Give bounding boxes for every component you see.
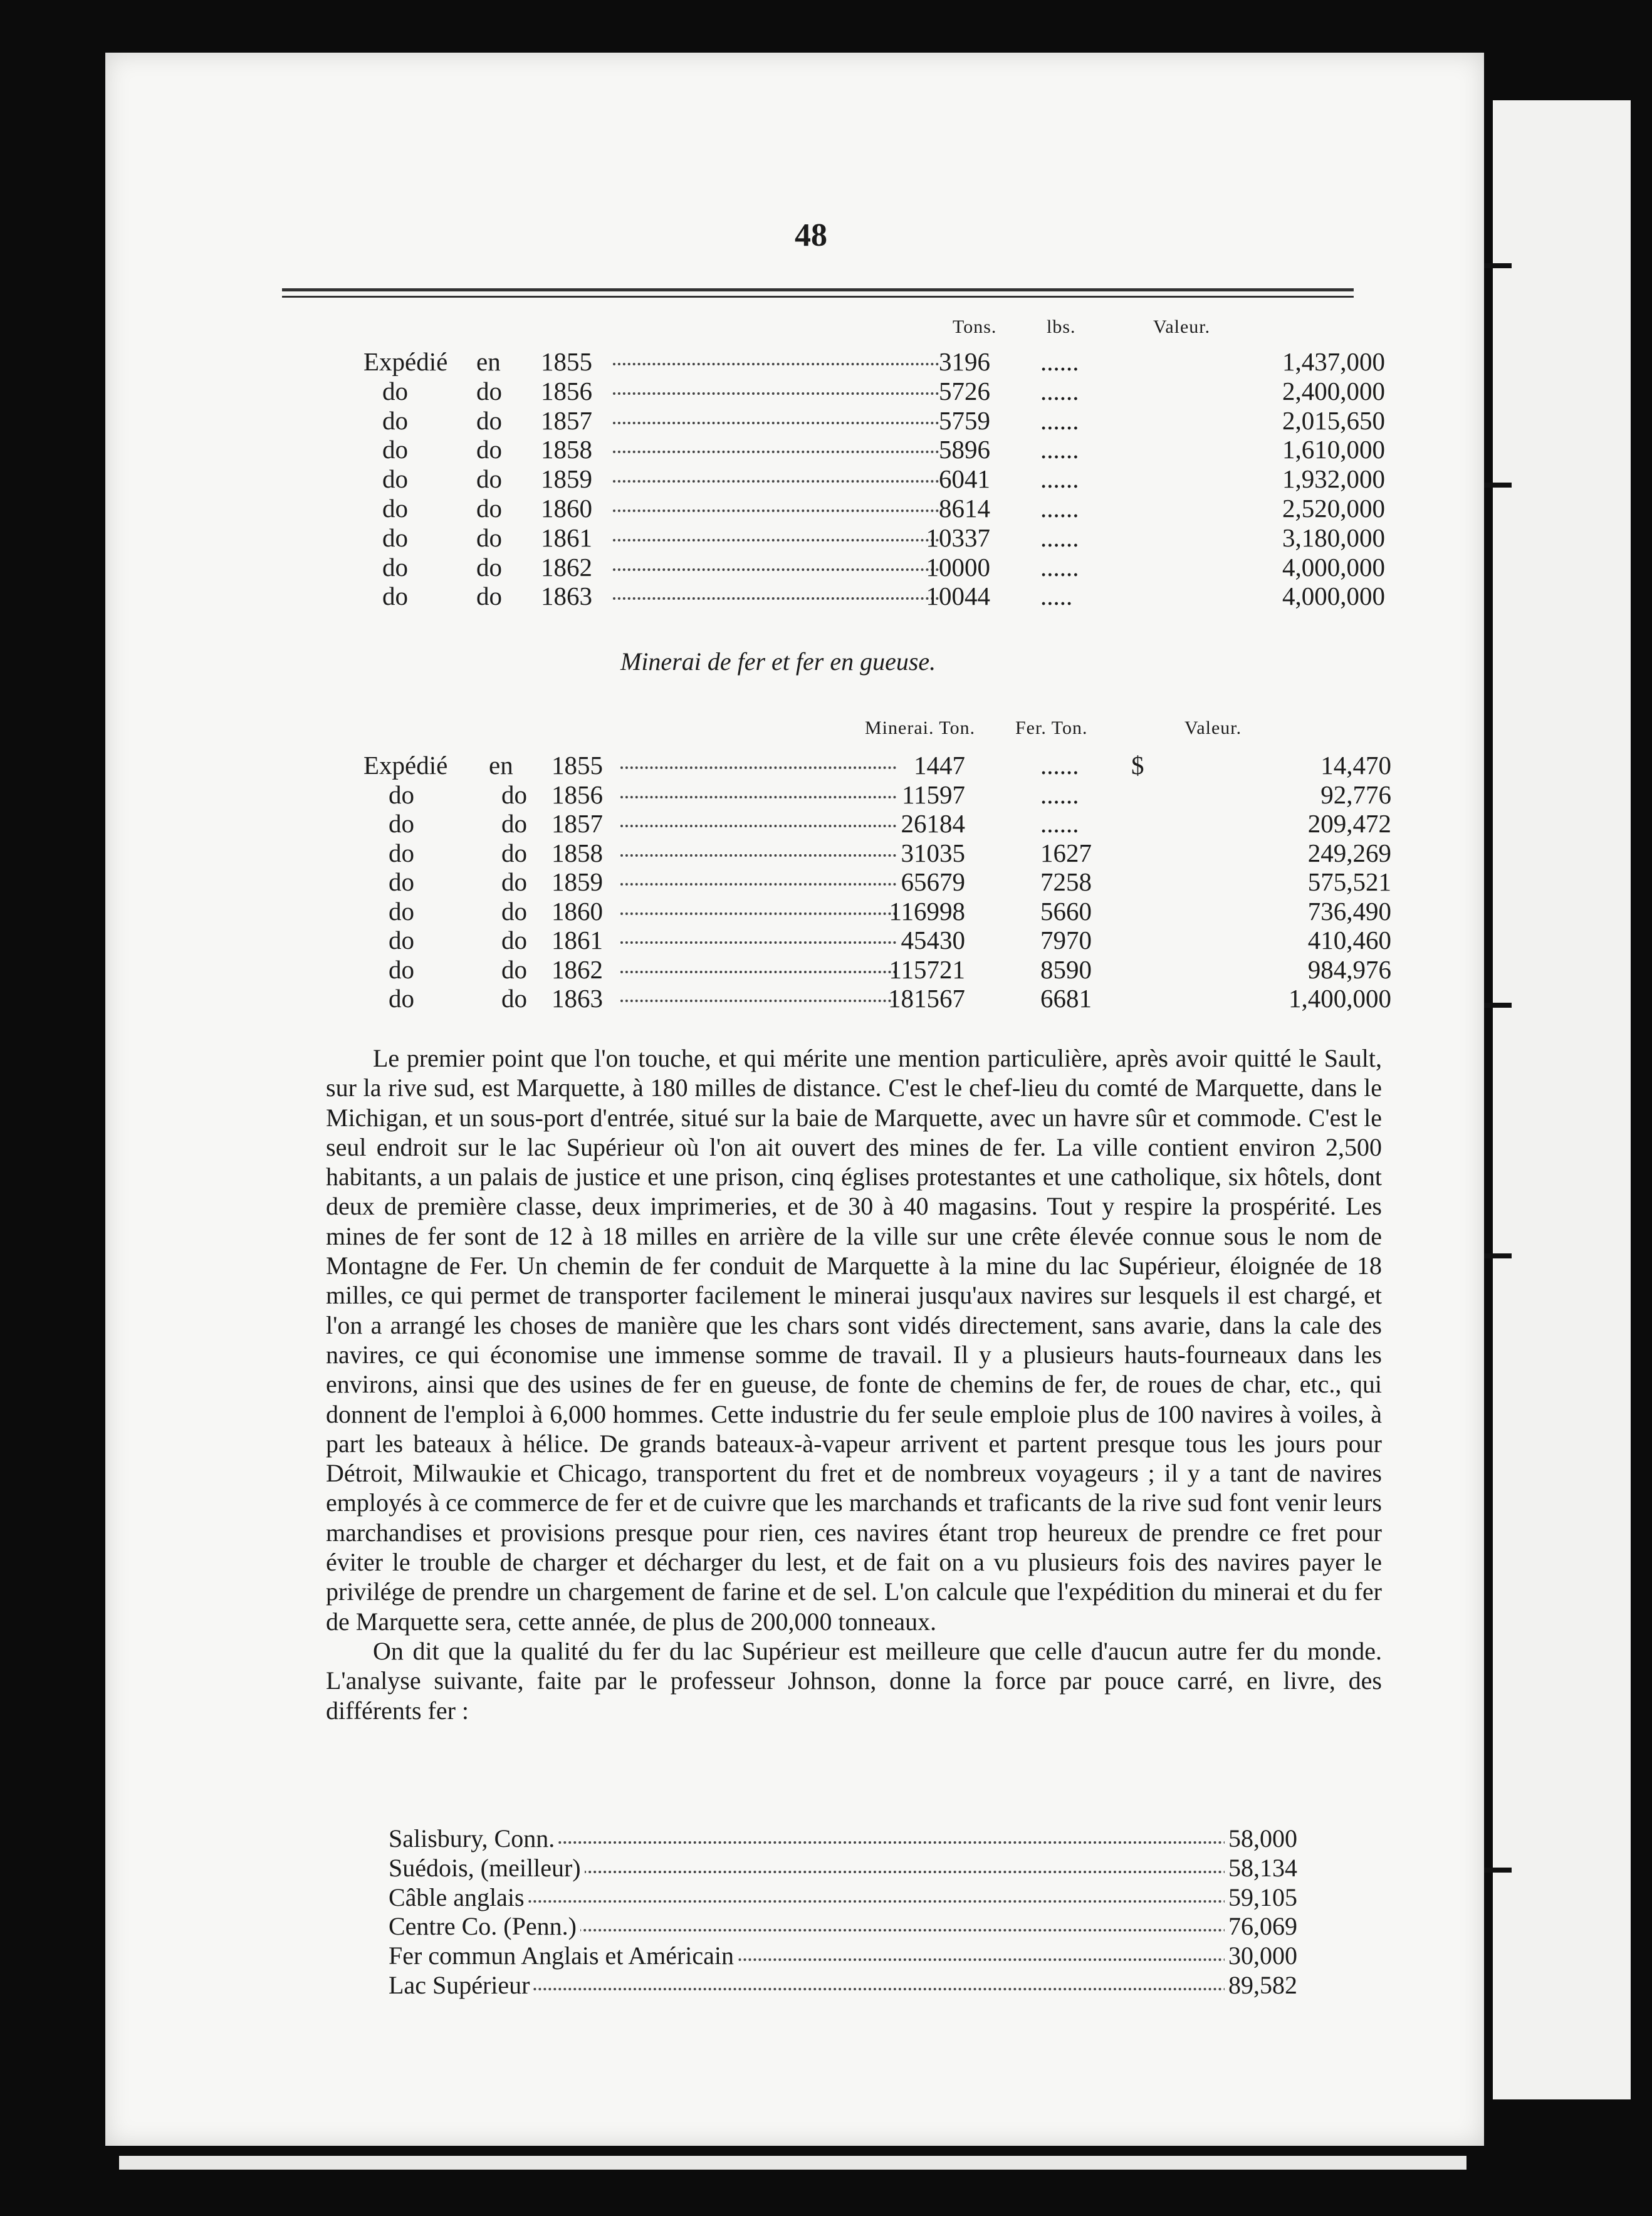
row-label: do [382,376,408,405]
tons-cell: 5896 [939,435,990,464]
value-cell: 2,400,000 [1282,376,1385,405]
strength-value: 89,582 [1225,1970,1297,2000]
row-label: do [389,780,414,809]
row-preposition: do [501,984,527,1013]
row-preposition: do [501,780,527,809]
strength-value: 30,000 [1225,1941,1297,1970]
row-year: 1857 [541,405,592,435]
table-row [363,838,1391,867]
row-year: 1857 [552,809,603,838]
row-label: do [389,954,414,984]
row-preposition: en [489,751,513,780]
row-preposition: do [476,464,502,494]
value-cell: 984,976 [1307,954,1391,984]
table-row [363,780,1391,809]
value-cell: 3,180,000 [1282,523,1385,552]
value-cell: 4,000,000 [1282,552,1385,582]
row-label: do [389,867,414,896]
row-label: do [382,464,408,494]
body-text [326,1043,1382,1725]
tons-cell: 8614 [939,494,990,523]
column-header-tons: Tons. [953,316,997,337]
tons-cell: 3196 [939,347,990,376]
ore-cell: 65679 [901,867,965,896]
dot-leader [613,363,939,365]
iron-type-label: Centre Co. (Penn.) [389,1911,580,1941]
dot-leader [620,941,896,944]
row-preposition: do [501,838,527,867]
row-year: 1859 [541,464,592,494]
lbs-cell: ...... [1040,347,1079,376]
list-item [389,1824,1297,1853]
list-item [389,1970,1297,1999]
tons-cell: 6041 [939,464,990,494]
row-label: do [382,552,408,582]
row-year: 1862 [552,954,603,984]
row-label: do [382,523,408,552]
dot-leader [613,451,939,453]
row-preposition: do [476,405,502,435]
dot-leader [613,597,939,600]
dot-leader [620,766,896,769]
ore-cell: 116998 [889,896,965,926]
row-year: 1860 [541,494,592,523]
table-row [363,376,1385,405]
row-year: 1861 [552,926,603,954]
dot-leader [613,568,939,571]
iron-cell: 5660 [1040,896,1092,926]
row-year: 1862 [541,552,592,582]
tons-cell: 5726 [939,376,990,405]
row-year: 1858 [541,435,592,464]
row-preposition: en [476,347,501,376]
row-year: 1855 [552,751,603,780]
section-heading: Minerai de fer et fer en gueuse. [620,647,936,676]
value-cell: 736,490 [1307,896,1391,926]
iron-type-label: Lac Supérieur [389,1970,533,2000]
next-page-edge [1493,100,1631,2099]
dot-leader [620,971,896,973]
iron-cell: ...... [1040,751,1079,780]
iron-cell: ...... [1040,809,1079,838]
row-preposition: do [476,376,502,405]
ore-cell: 26184 [901,809,965,838]
ore-cell: 1447 [914,751,965,780]
iron-type-label: Suédois, (meilleur) [389,1853,585,1883]
table-row [363,552,1385,582]
column-header-ore: Minerai. Ton. [865,718,976,738]
lbs-cell: ...... [1040,464,1079,494]
lbs-cell: ...... [1040,552,1079,582]
row-year: 1861 [541,523,592,552]
column-header-value: Valeur. [1184,718,1242,738]
page-number: 48 [795,217,827,253]
iron-cell: 6681 [1040,984,1092,1013]
iron-cell: 7970 [1040,926,1092,954]
table-row [363,523,1385,552]
value-cell: 575,521 [1307,867,1391,896]
row-year: 1855 [541,347,592,376]
value-cell: 410,460 [1307,926,1391,954]
strength-value: 59,105 [1225,1883,1297,1912]
table-row [363,581,1385,611]
value-cell: 92,776 [1320,780,1391,809]
row-label: do [389,809,414,838]
value-cell: 209,472 [1307,809,1391,838]
value-cell: 2,015,650 [1282,405,1385,435]
row-label: Expédié [363,347,448,376]
row-label: do [389,896,414,926]
strength-value: 58,000 [1225,1824,1297,1853]
ore-cell: 181567 [888,984,965,1013]
ore-cell: 115721 [889,954,965,984]
dot-leader [620,825,896,827]
strength-value: 58,134 [1225,1853,1297,1883]
table-row [363,983,1391,1013]
table-row [363,867,1391,896]
row-year: 1860 [552,896,603,926]
dot-leader [613,392,939,395]
value-cell: 4,000,000 [1282,582,1385,611]
lbs-cell: ...... [1040,405,1079,435]
table-row [363,405,1385,435]
lbs-cell: ...... [1040,435,1079,464]
lbs-cell: ...... [1040,494,1079,523]
row-preposition: do [501,809,527,838]
value-cell: 249,269 [1307,838,1391,867]
table-row [363,434,1385,464]
iron-type-label: Salisbury, Conn. [389,1824,558,1853]
iron-cell: ...... [1040,780,1079,809]
row-preposition: do [501,954,527,984]
row-year: 1863 [541,582,592,611]
lbs-cell: ..... [1040,582,1073,611]
strength-value: 76,069 [1225,1911,1297,1941]
table-row [363,750,1391,780]
header-rule [282,296,1354,298]
paragraph: On dit que la qualité du fer du lac Supérieur est meilleure que celle d'aucun autre fer du monde. L'analyse suivante, faite par le professeur Johnson, donne la force par pouce carré, en livre, des différents fer : [326,1636,1382,1725]
dot-leader [620,854,896,857]
ore-cell: 45430 [901,926,965,954]
row-preposition: do [501,926,527,954]
table-row [363,954,1391,984]
value-cell: 14,470 [1320,751,1391,780]
dot-leader [620,912,896,915]
list-item [389,1883,1297,1911]
row-preposition: do [476,582,502,611]
list-item [389,1941,1297,1970]
tons-cell: 10044 [926,582,990,611]
page-bottom-edge [119,2156,1466,2170]
column-header-lbs: lbs. [1047,316,1076,337]
row-year: 1856 [552,780,603,809]
row-label: do [389,838,414,867]
ore-cell: 31035 [901,838,965,867]
row-label: do [382,435,408,464]
row-preposition: do [501,896,527,926]
column-header-iron: Fer. Ton. [1015,718,1088,738]
value-cell: 1,437,000 [1282,347,1385,376]
table-row [363,808,1391,838]
iron-cell: 7258 [1040,867,1092,896]
column-header-value: Valeur. [1153,316,1211,337]
currency-symbol: $ [1131,751,1144,780]
lbs-cell: ...... [1040,376,1079,405]
row-label: do [389,984,414,1013]
row-preposition: do [476,552,502,582]
table-row [363,925,1391,954]
row-label: do [382,582,408,611]
row-preposition: do [476,523,502,552]
row-preposition: do [476,435,502,464]
tons-cell: 10337 [926,523,990,552]
table-row [363,464,1385,494]
row-year: 1863 [552,984,603,1013]
list-item [389,1911,1297,1940]
dot-leader [613,480,939,483]
dot-leader [613,510,939,512]
iron-cell: 1627 [1040,838,1092,867]
dot-leader [620,883,896,886]
paragraph: Le premier point que l'on touche, et qui mérite une mention particulière, après avoir quitté le Sault, sur la rive sud, est Marquette, à 180 milles de distance. C'est le chef-lieu du comté de Marquette, dans le Michigan, et un sous-port d'entrée, situé sur la baie de Marquette, avec un havre sûr et commode. C'est le seul endroit sur le lac Supérieur où l'on ait ouvert des mines de fer. La ville contient environ 2,500 habitants, a un palais de justice et une prison, cinq églises protestantes et une catholique, six hôtels, dont deux de première classe, deux imprimeries, et de 30 à 40 magasins. Tout y respire la prospérité. Les mines de fer sont de 12 à 18 milles en arrière de la ville sur une crête élevée connue sous le nom de Montagne de Fer. Un chemin de fer conduit de Marquette à la mine du lac Supérieur, éloignée de 18 milles, ce qui permet de transporter facilement le minerai jusqu'aux navires sur lesquels il est chargé, et l'on a arrangé les choses de manière que les chars sont vidés directement, sans avarie, dans la cale des navires, ce qui économise une immense somme de travail. Il y a plusieurs hauts-fourneaux dans les environs, ainsi que des usines de fer en gueuse, de fonte de chemins de fer, de roues de char, etc., qui donnent de l'emploi à 6,000 hommes. Cette industrie du fer seule emploie plus de 100 navires à voiles, à part les bateaux à hélice. De grands bateaux-à-vapeur arrivent et partent presque tous les jours pour Détroit, Milwaukie et Chicago, transportent du fret et de nombreux voyageurs ; il y a tant de navires employés à ce commerce de fer et de cuivre que les marchands et traficants de la rive sud font venir leurs marchandises et provisions presque pour rien, ces navires étant trop heureux de prendre ce fret pour éviter le trouble de charger et décharger du lest, et de fait on a vu plusieurs fois des navires payer le privilége de prendre un chargement de farine et de sel. L'on calcule que l'expédition du minerai et du fer de Marquette sera, cette année, de plus de 200,000 tonneaux. [326,1044,1382,1636]
table-row [363,896,1391,926]
tons-cell: 10000 [926,552,990,582]
lbs-cell: ...... [1040,523,1079,552]
header-rule [282,288,1354,291]
dot-leader [620,796,896,798]
iron-type-label: Câble anglais [389,1883,528,1912]
iron-cell: 8590 [1040,954,1092,984]
row-label: Expédié [363,751,448,780]
row-year: 1859 [552,867,603,896]
table-row [363,493,1385,523]
value-cell: 1,610,000 [1282,435,1385,464]
value-cell: 2,520,000 [1282,494,1385,523]
dot-leader [613,422,939,424]
ore-cell: 11597 [902,780,965,809]
row-label: do [389,926,414,954]
tons-cell: 5759 [939,405,990,435]
list-item [389,1853,1297,1882]
row-year: 1858 [552,838,603,867]
value-cell: 1,932,000 [1282,464,1385,494]
row-label: do [382,494,408,523]
row-preposition: do [501,867,527,896]
value-cell: 1,400,000 [1289,984,1391,1013]
dot-leader [620,1000,896,1002]
row-label: do [382,405,408,435]
iron-type-label: Fer commun Anglais et Américain [389,1941,738,1970]
dot-leader [613,539,939,541]
row-preposition: do [476,494,502,523]
table-row [363,347,1385,376]
row-year: 1856 [541,376,592,405]
